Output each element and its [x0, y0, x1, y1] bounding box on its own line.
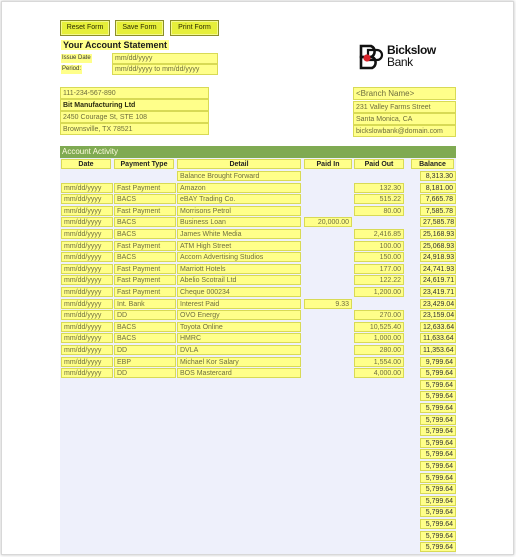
customer-city-field[interactable]: Brownsville, TX 78521 [60, 123, 209, 135]
statement-title: Your Account Statement [63, 40, 168, 50]
branch-city-field[interactable]: Santa Monica, CA [353, 113, 456, 125]
row-balance-cell[interactable]: 24,619.71 [420, 275, 456, 285]
row-detail-cell[interactable]: Michael Kor Salary [177, 357, 301, 367]
row-balance-cell[interactable]: 23,419.71 [420, 287, 456, 297]
row-detail-cell[interactable]: Toyota Online [177, 322, 301, 332]
row-paid-out-cell[interactable]: 270.00 [354, 310, 404, 320]
row-balance-cell[interactable]: 25,068.93 [420, 241, 456, 251]
col-header-balance: Balance [411, 159, 454, 169]
row-payment-type-cell[interactable]: DD [114, 368, 176, 378]
row-balance-cell[interactable]: 5,799.64 [420, 415, 456, 425]
row-date-cell[interactable]: mm/dd/yyyy [61, 264, 113, 274]
issue-date-field[interactable]: mm/dd/yyyy [112, 53, 218, 64]
row-paid-out-cell[interactable]: 1,200.00 [354, 287, 404, 297]
row-paid-out-cell[interactable]: 4,000.00 [354, 368, 404, 378]
row-detail-cell[interactable]: Interest Paid [177, 299, 301, 309]
row-date-cell[interactable]: mm/dd/yyyy [61, 275, 113, 285]
row-payment-type-cell[interactable]: BACS [114, 333, 176, 343]
row-paid-out-cell[interactable]: 1,000.00 [354, 333, 404, 343]
row-balance-cell[interactable]: 5,799.64 [420, 438, 456, 448]
row-balance-cell[interactable]: 5,799.64 [420, 542, 456, 552]
row-date-cell[interactable]: mm/dd/yyyy [61, 368, 113, 378]
opening-balance-value[interactable]: 8,313.30 [420, 171, 456, 181]
row-balance-cell[interactable]: 5,799.64 [420, 403, 456, 413]
row-detail-cell[interactable]: ATM High Street [177, 241, 301, 251]
row-balance-cell[interactable]: 12,633.64 [420, 322, 456, 332]
row-paid-in-cell[interactable]: 20,000.00 [304, 217, 352, 227]
row-date-cell[interactable]: mm/dd/yyyy [61, 345, 113, 355]
row-paid-out-cell[interactable]: 100.00 [354, 241, 404, 251]
row-paid-out-cell[interactable]: 2,416.85 [354, 229, 404, 239]
row-paid-out-cell[interactable]: 122.22 [354, 275, 404, 285]
row-date-cell[interactable]: mm/dd/yyyy [61, 333, 113, 343]
row-payment-type-cell[interactable]: BACS [114, 229, 176, 239]
row-balance-cell[interactable]: 5,799.64 [420, 519, 456, 529]
row-date-cell[interactable]: mm/dd/yyyy [61, 310, 113, 320]
row-payment-type-cell[interactable]: EBP [114, 357, 176, 367]
bank-name-line1: Bickslow [387, 43, 436, 57]
row-detail-cell[interactable]: BOS Mastercard [177, 368, 301, 378]
col-header-paid-out: Paid Out [354, 159, 404, 169]
row-balance-cell[interactable]: 25,168.93 [420, 229, 456, 239]
row-payment-type-cell[interactable]: BACS [114, 322, 176, 332]
row-detail-cell[interactable]: Amazon [177, 183, 301, 193]
bank-name-line2: Bank [387, 55, 413, 69]
col-header-payment-type: Payment Type [114, 159, 174, 169]
row-balance-cell[interactable]: 5,799.64 [420, 531, 456, 541]
row-balance-cell[interactable]: 5,799.64 [420, 461, 456, 471]
row-date-cell[interactable]: mm/dd/yyyy [61, 206, 113, 216]
row-balance-cell[interactable]: 24,918.93 [420, 252, 456, 262]
row-date-cell[interactable]: mm/dd/yyyy [61, 194, 113, 204]
col-header-paid-in: Paid In [304, 159, 352, 169]
row-paid-out-cell[interactable]: 80.00 [354, 206, 404, 216]
row-balance-cell[interactable]: 5,799.64 [420, 391, 456, 401]
row-balance-cell[interactable]: 5,799.64 [420, 449, 456, 459]
row-paid-out-cell[interactable]: 150.00 [354, 252, 404, 262]
branch-name-field[interactable]: <Branch Name> [353, 87, 456, 100]
row-detail-cell[interactable]: James White Media [177, 229, 301, 239]
row-date-cell[interactable]: mm/dd/yyyy [61, 357, 113, 367]
row-detail-cell[interactable]: DVLA [177, 345, 301, 355]
row-balance-cell[interactable]: 5,799.64 [420, 473, 456, 483]
print-form-button[interactable]: Print Form [170, 20, 219, 36]
row-date-cell[interactable]: mm/dd/yyyy [61, 241, 113, 251]
col-header-date: Date [61, 159, 111, 169]
row-balance-cell[interactable]: 23,429.04 [420, 299, 456, 309]
row-date-cell[interactable]: mm/dd/yyyy [61, 322, 113, 332]
row-payment-type-cell[interactable]: Fast Payment [114, 287, 176, 297]
row-date-cell[interactable]: mm/dd/yyyy [61, 229, 113, 239]
row-paid-out-cell[interactable]: 280.00 [354, 345, 404, 355]
activity-table [60, 158, 456, 554]
row-balance-cell[interactable]: 5,799.64 [420, 484, 456, 494]
row-date-cell[interactable]: mm/dd/yyyy [61, 287, 113, 297]
row-paid-out-cell[interactable]: 1,554.00 [354, 357, 404, 367]
row-payment-type-cell[interactable]: Fast Payment [114, 241, 176, 251]
row-payment-type-cell[interactable]: Fast Payment [114, 275, 176, 285]
row-paid-out-cell[interactable]: 132.30 [354, 183, 404, 193]
row-paid-in-cell[interactable]: 9.33 [304, 299, 352, 309]
row-balance-cell[interactable]: 8,181.00 [420, 183, 456, 193]
customer-address-field[interactable]: 2450 Courage St, STE 108 [60, 111, 209, 123]
col-header-detail: Detail [177, 159, 301, 169]
row-payment-type-cell[interactable]: Fast Payment [114, 264, 176, 274]
row-detail-cell[interactable]: Business Loan [177, 217, 301, 227]
period-field[interactable]: mm/dd/yyyy to mm/dd/yyyy [112, 64, 218, 75]
row-balance-cell[interactable]: 5,799.64 [420, 368, 456, 378]
row-detail-cell[interactable]: Cheque 000234 [177, 287, 301, 297]
row-detail-cell[interactable]: HMRC [177, 333, 301, 343]
row-balance-cell[interactable]: 5,799.64 [420, 507, 456, 517]
row-date-cell[interactable]: mm/dd/yyyy [61, 252, 113, 262]
save-form-button[interactable]: Save Form [115, 20, 164, 36]
bank-logo-icon [359, 44, 385, 70]
row-date-cell[interactable]: mm/dd/yyyy [61, 217, 113, 227]
bank-logo [359, 44, 457, 72]
row-balance-cell[interactable]: 9,799.64 [420, 357, 456, 367]
row-detail-cell[interactable]: Morrisons Petrol [177, 206, 301, 216]
row-balance-cell[interactable]: 7,585.78 [420, 206, 456, 216]
row-detail-cell[interactable]: OVO Energy [177, 310, 301, 320]
row-detail-cell[interactable]: Marriott Hotels [177, 264, 301, 274]
row-balance-cell[interactable]: 5,799.64 [420, 496, 456, 506]
period-label: Period: [62, 66, 82, 72]
row-balance-cell[interactable]: 27,585.78 [420, 217, 456, 227]
row-balance-cell[interactable]: 7,665.78 [420, 194, 456, 204]
row-date-cell[interactable]: mm/dd/yyyy [61, 299, 113, 309]
account-number-field[interactable]: 111-234-567-890 [60, 87, 209, 99]
row-payment-type-cell[interactable]: DD [114, 310, 176, 320]
row-payment-type-cell[interactable]: BACS [114, 252, 176, 262]
issue-date-label: Issue Date [62, 55, 91, 61]
row-balance-cell[interactable]: 5,799.64 [420, 380, 456, 390]
row-payment-type-cell[interactable]: Fast Payment [114, 183, 176, 193]
customer-name-field[interactable]: Bit Manufacturing Ltd [60, 99, 209, 111]
row-detail-cell[interactable]: Accorn Advertising Studios [177, 252, 301, 262]
branch-email-field[interactable]: bickslowbank@domain.com [353, 125, 456, 137]
row-payment-type-cell[interactable]: BACS [114, 217, 176, 227]
account-activity-header: Account Activity [60, 146, 456, 158]
row-payment-type-cell[interactable]: DD [114, 345, 176, 355]
opening-balance-label: Balance Brought Forward [177, 171, 301, 181]
row-payment-type-cell[interactable]: Int. Bank [114, 299, 176, 309]
row-date-cell[interactable]: mm/dd/yyyy [61, 183, 113, 193]
row-payment-type-cell[interactable]: BACS [114, 194, 176, 204]
row-balance-cell[interactable]: 23,159.04 [420, 310, 456, 320]
row-paid-out-cell[interactable]: 10,525.40 [354, 322, 404, 332]
branch-address-field[interactable]: 231 Valley Farms Street [353, 101, 456, 113]
row-payment-type-cell[interactable]: Fast Payment [114, 206, 176, 216]
row-detail-cell[interactable]: eBAY Trading Co. [177, 194, 301, 204]
row-balance-cell[interactable]: 24,741.93 [420, 264, 456, 274]
row-detail-cell[interactable]: Abelio Scotrail Ltd [177, 275, 301, 285]
row-balance-cell[interactable]: 5,799.64 [420, 426, 456, 436]
row-balance-cell[interactable]: 11,633.64 [420, 333, 456, 343]
row-paid-out-cell[interactable]: 515.22 [354, 194, 404, 204]
reset-form-button[interactable]: Reset Form [60, 20, 110, 36]
row-balance-cell[interactable]: 11,353.64 [420, 345, 456, 355]
row-paid-out-cell[interactable]: 177.00 [354, 264, 404, 274]
